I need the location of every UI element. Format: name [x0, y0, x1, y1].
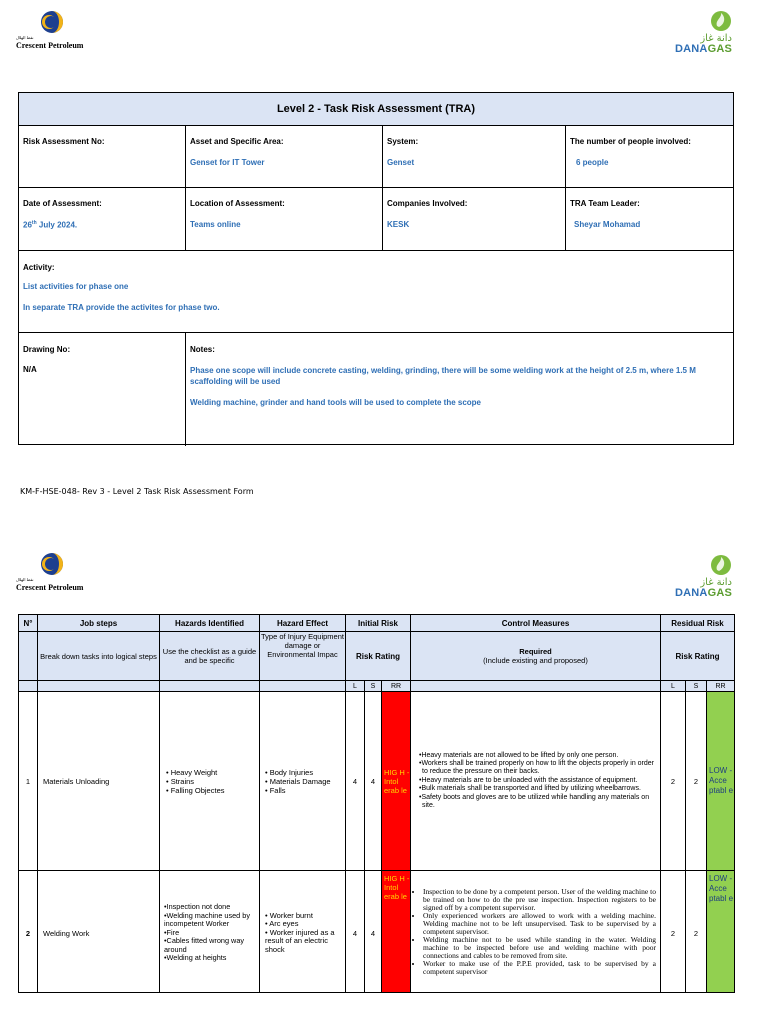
subheader-control: Required (Include existing and proposed): [411, 632, 661, 681]
crescent-name: Crescent Petroleum: [16, 41, 84, 50]
divider: [19, 250, 733, 251]
initial-s: 4: [365, 692, 382, 871]
table-row: [19, 692, 735, 871]
crescent-emblem-icon: [38, 10, 66, 34]
crescent-arabic-name: نفط الهلال: [16, 577, 34, 582]
crescent-arabic-name: نفط الهلال: [16, 35, 34, 40]
table-header-row: [19, 615, 735, 632]
danagas-arabic-name: دانة غاز: [700, 33, 732, 44]
divider: [382, 125, 383, 250]
people-involved: The number of people involved: 6 people: [570, 137, 691, 167]
table-row: [19, 871, 735, 993]
divider: [19, 332, 733, 333]
subheader-empty: [19, 632, 38, 681]
header-job-steps: Job steps: [38, 615, 160, 632]
system: System: Genset: [387, 137, 419, 167]
job-step: Materials Unloading: [38, 692, 160, 871]
residual-risk-rating-low: LOW - Acce ptabl e: [707, 871, 735, 993]
asset-area: Asset and Specific Area: Genset for IT Tower: [190, 137, 284, 167]
initial-s: 4: [365, 871, 382, 993]
initial-l: 4: [346, 692, 365, 871]
notes: Notes: Phase one scope will include concrete casting, welding, grinding, there will be some welding work at the height of 2.5 m, where 1.5 M scaffolding will be used Welding machine, grinder and hand tools will be used to complete the scope: [190, 345, 696, 407]
risk-assessment-no: Risk Assessment No:: [23, 137, 105, 146]
col-l: L: [346, 681, 365, 692]
date-of-assessment: Date of Assessment: 26th July 2024.: [23, 199, 102, 230]
crescent-petroleum-logo: [16, 10, 96, 50]
header-no: N°: [19, 615, 38, 632]
hazards-list: • Heavy Weight • Strains • Falling Objectes: [160, 692, 260, 871]
initial-l: 4: [346, 871, 365, 993]
danagas-drop-icon: [710, 10, 732, 32]
hazards-list: •Inspection not done •Welding machine used by incompetent Worker •Fire •Cables fitted wrong way around •Welding at heights: [160, 871, 260, 993]
initial-risk-rating-high: HIG H - Intol erab le: [382, 871, 411, 993]
subheader-effect: Type of Injury Equipment damage or Environmental Impac: [260, 632, 346, 681]
residual-l: 2: [661, 692, 686, 871]
activity: Activity: List activities for phase one In separate TRA provide the activites for phase two.: [23, 263, 220, 312]
table-column-codes-row: [19, 681, 735, 692]
location-of-assessment: Location of Assessment: Teams online: [190, 199, 285, 229]
tra-team-leader: TRA Team Leader: Sheyar Mohamad: [570, 199, 641, 229]
crescent-emblem-icon: [38, 552, 66, 576]
divider: [185, 125, 186, 250]
divider: [185, 332, 186, 446]
subheader-initial-rating: Risk Rating: [346, 632, 411, 681]
subheader-residual-rating: Risk Rating: [661, 632, 735, 681]
header-initial-risk: Initial Risk: [346, 615, 411, 632]
residual-risk-rating-low: LOW - Acce ptabl e: [707, 692, 735, 871]
risk-assessment-table: [18, 614, 735, 993]
danagas-drop-icon: [710, 554, 732, 576]
danagas-arabic-name: دانة غاز: [700, 577, 732, 588]
divider: [19, 187, 733, 188]
companies-involved: Companies Involved: KESK: [387, 199, 468, 229]
control-measures: • Inspection to be done by a competent person. User of the welding machine to be trained on how to do the pre use inspection. Inspection registers to be signed off by a competent supervisor. • Only experienced workers are allowed to work with a welding machine. Welding machine not to be left unsupervised. Task to be supervised by a competent supervisor. • Welding machine not to be used while standing in the water. Welding machine to be inspected before use and welding machine with poor connections and cables to be removed from site. • Worker to make use of the P.P.E provided, task to be supervised by a competent supervisor: [411, 871, 661, 993]
crescent-petroleum-logo: [16, 552, 96, 592]
drawing-no: Drawing No: N/A: [23, 345, 71, 374]
header-control-measures: Control Measures: [411, 615, 661, 632]
residual-l: 2: [661, 871, 686, 993]
col-s: S: [365, 681, 382, 692]
row-number: 2: [19, 871, 38, 993]
effects-list: • Body Injuries • Materials Damage • Falls: [260, 692, 346, 871]
residual-s: 2: [686, 871, 707, 993]
control-measures: •Heavy materials are not allowed to be lifted by only one person. •Workers shall be trained properly on how to lift the objects properly in order to reduce the pressure on their backs. •Heavy materials are to be unloaded with the assistance of equipment. •Bulk materials shall be transported and lifted by utilizing wheelbarrows. •Safety boots and gloves are to be utilized while handling any materials on site.: [411, 692, 661, 871]
tra-header-box: [18, 92, 734, 445]
job-step: Welding Work: [38, 871, 160, 993]
divider: [565, 125, 566, 250]
col-rr: RR: [707, 681, 735, 692]
header-effect: Hazard Effect: [260, 615, 346, 632]
danagas-logo: [668, 10, 732, 55]
crescent-name: Crescent Petroleum: [16, 583, 84, 592]
danagas-logo: [668, 554, 732, 599]
table-subheader-row: [19, 632, 735, 681]
form-code: KM-F-HSE-048- Rev 3 - Level 2 Task Risk Assessment Form: [20, 487, 254, 496]
tra-title: Level 2 - Task Risk Assessment (TRA): [19, 93, 733, 126]
effects-list: • Worker burnt • Arc eyes • Worker injured as a result of an electric shock: [260, 871, 346, 993]
danagas-name: DANAGAS: [674, 587, 732, 599]
danagas-name: DANAGAS: [674, 43, 732, 55]
subheader-hazards: Use the checklist as a guide and be specific: [160, 632, 260, 681]
header-residual-risk: Residual Risk: [661, 615, 735, 632]
residual-s: 2: [686, 692, 707, 871]
initial-risk-rating-high: HIG H - Intol erab le: [382, 692, 411, 871]
row-number: 1: [19, 692, 38, 871]
col-s: S: [686, 681, 707, 692]
subheader-job-steps: Break down tasks into logical steps: [38, 632, 160, 681]
col-l: L: [661, 681, 686, 692]
col-rr: RR: [382, 681, 411, 692]
header-hazards: Hazards Identified: [160, 615, 260, 632]
